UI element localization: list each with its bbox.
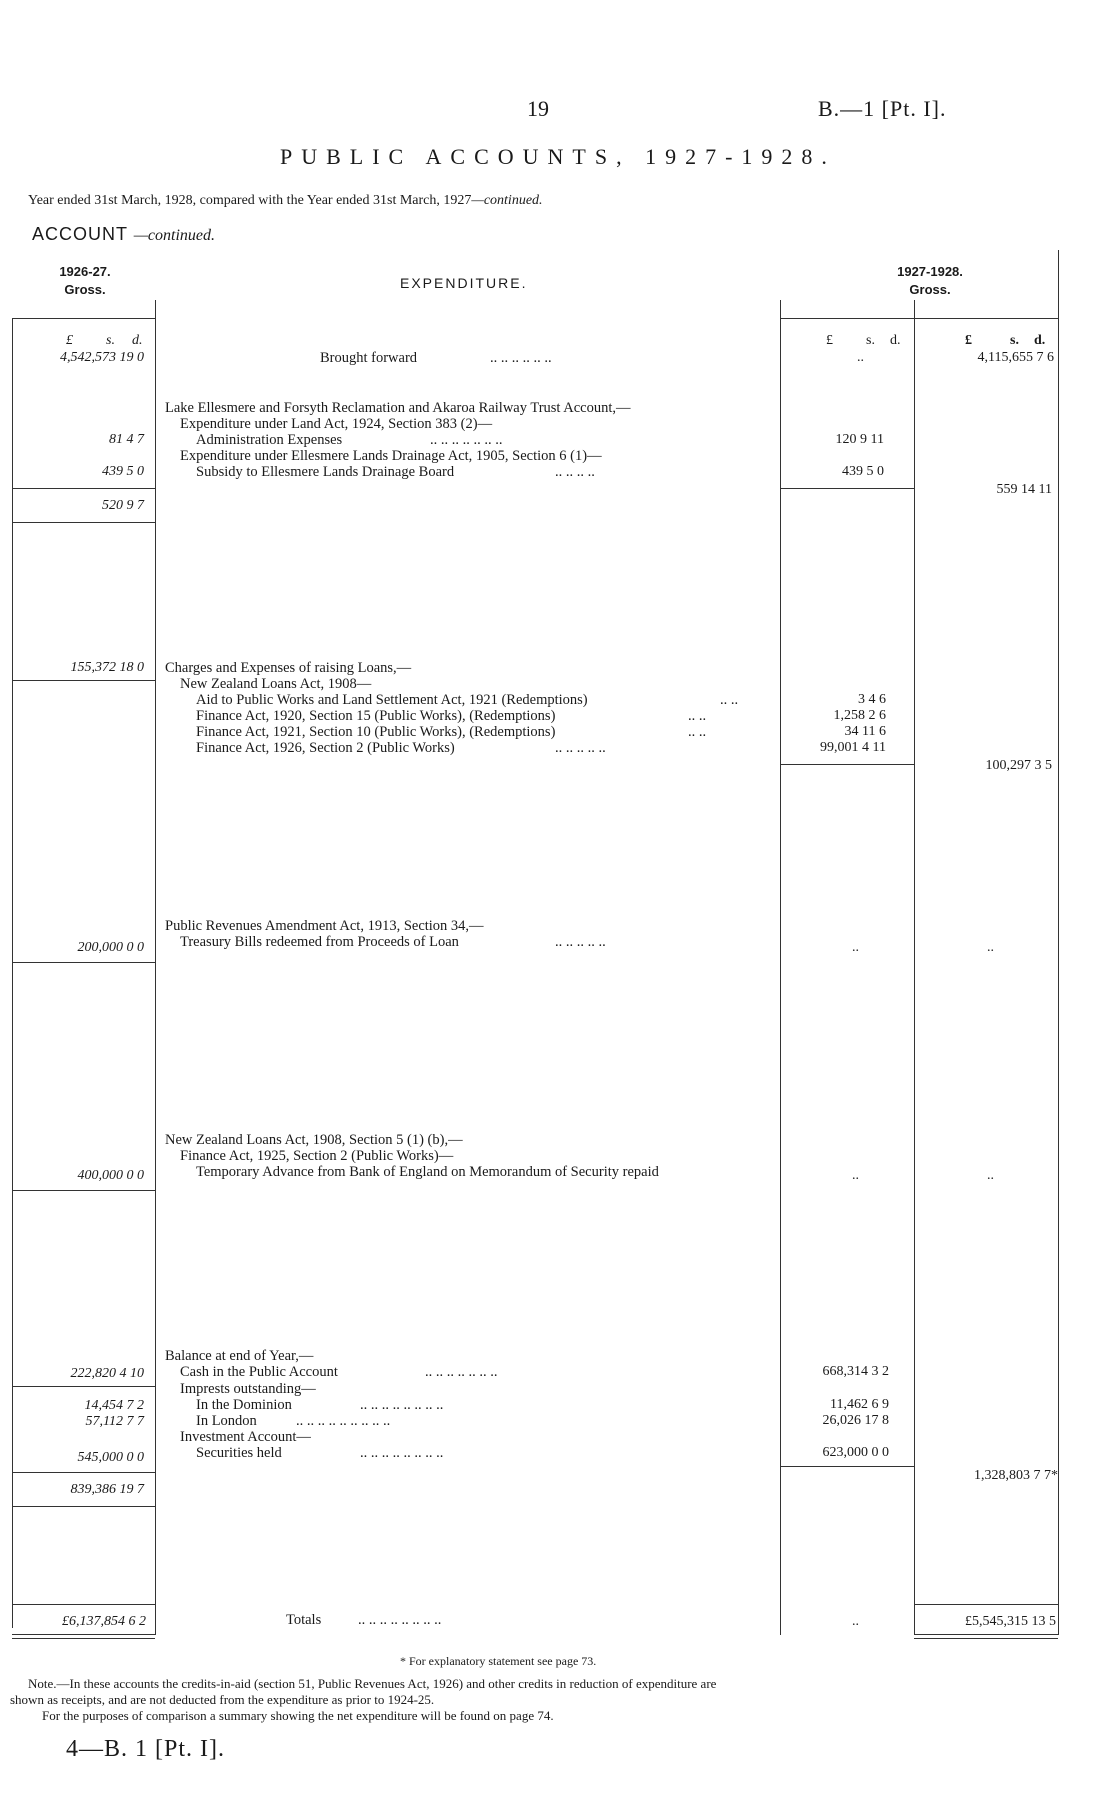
- cur-year-header: [860, 263, 1000, 299]
- prev-amount: 545,000 0 0: [77, 1450, 144, 1465]
- col-divider: [155, 300, 156, 1635]
- prev-amount: 81 4 7: [109, 432, 144, 447]
- row-label: Aid to Public Works and Land Settlement Act, 1921 (Redemptions): [196, 692, 588, 708]
- row-label: Finance Act, 1926, Section 2 (Public Works): [196, 740, 455, 756]
- row-label: Treasury Bills redeemed from Proceeds of Loan: [180, 934, 459, 950]
- rule: [780, 764, 914, 765]
- row-label: Cash in the Public Account: [180, 1364, 338, 1380]
- prev-year-header: [30, 263, 140, 299]
- footnote: * For explanatory statement see page 73.: [400, 1654, 597, 1668]
- rule: [12, 1638, 155, 1639]
- prev-subtotal: 520 9 7: [102, 498, 144, 513]
- prev-grand-total: £6,137,854 6 2: [62, 1614, 146, 1629]
- page-title: PUBLIC ACCOUNTS, 1927-1928.: [280, 144, 836, 169]
- leader-dots: .. .. .. .. ..: [555, 740, 606, 756]
- account-label: ACCOUNT: [32, 224, 128, 244]
- row-label: Subsidy to Ellesmere Lands Drainage Board: [196, 464, 455, 480]
- prev-amount: 14,454 7 2: [84, 1398, 144, 1413]
- leader-dots: .. .. .. ..: [555, 464, 595, 480]
- section-heading: Public Revenues Amendment Act, 1913, Section 34,—: [165, 918, 484, 934]
- mid-amount: ..: [852, 940, 859, 955]
- section-heading: Balance at end of Year,—: [165, 1348, 314, 1364]
- unit-s: s.: [106, 333, 115, 348]
- sub-heading: Imprests outstanding—: [180, 1381, 316, 1397]
- sub-heading: Investment Account—: [180, 1429, 311, 1445]
- unit-d: d.: [1034, 333, 1046, 348]
- rule: [780, 1466, 914, 1467]
- leader-dots: .. ..: [720, 692, 739, 708]
- sub-heading: Expenditure under Ellesmere Lands Drainage Act, 1905, Section 6 (1)—: [180, 448, 602, 464]
- col-divider: [12, 318, 13, 1628]
- leader-dots: .. .. .. .. .. .. ..: [430, 432, 503, 448]
- mid-amount: ..: [852, 1168, 859, 1183]
- unit-d: d.: [890, 333, 901, 348]
- unit-pound: £: [66, 333, 73, 348]
- rule: [12, 962, 155, 963]
- mid-amount: 668,314 3 2: [822, 1364, 889, 1379]
- row-label: In the Dominion: [196, 1397, 292, 1413]
- account-continued: —continued.: [133, 227, 216, 244]
- row-label: Temporary Advance from Bank of England on Memorandum of Security repaid: [196, 1164, 659, 1180]
- rule: [780, 318, 1058, 319]
- rule: [12, 522, 155, 523]
- rule: [12, 1634, 155, 1635]
- mid-amount: 99,001 4 11: [820, 740, 886, 755]
- unit-s: s.: [866, 333, 875, 348]
- unit-d: d.: [132, 333, 143, 348]
- leader-dots: .. ..: [688, 724, 707, 740]
- leader-dots: .. .. .. .. ..: [555, 934, 606, 950]
- mid-amount: 26,026 17 8: [822, 1413, 889, 1428]
- section-total: 559 14 11: [996, 482, 1052, 497]
- sub-heading: New Zealand Loans Act, 1908—: [180, 676, 372, 692]
- cur-gross-label: Gross.: [909, 282, 951, 297]
- mid-amount: 623,000 0 0: [822, 1445, 889, 1460]
- mid-amount: 439 5 0: [842, 464, 884, 479]
- subtitle-continued: —continued.: [471, 193, 543, 208]
- page-number: 19: [527, 96, 549, 121]
- mid-amount: 3 4 6: [858, 692, 886, 707]
- rule: [914, 1638, 1058, 1639]
- rule: [914, 1604, 1058, 1605]
- leader-dots: .. .. .. .. .. ..: [490, 350, 552, 366]
- col-divider: [1058, 250, 1059, 1635]
- document-reference: B.—1 [Pt. I].: [818, 96, 947, 121]
- cur-year-label: 1927-1928.: [897, 264, 963, 279]
- prev-amount: 400,000 0 0: [77, 1168, 144, 1183]
- col-divider: [914, 300, 915, 1635]
- prev-amount: 222,820 4 10: [70, 1366, 144, 1381]
- prev-amount: 4,542,573 19 0: [60, 350, 144, 365]
- grand-total: £5,545,315 13 5: [965, 1614, 1056, 1629]
- section-heading: New Zealand Loans Act, 1908, Section 5 (1) (b),—: [165, 1132, 463, 1148]
- unit-pound: £: [965, 333, 972, 348]
- prev-gross-label: Gross.: [64, 282, 106, 297]
- unit-s: s.: [1010, 333, 1019, 348]
- row-label: Totals: [286, 1612, 322, 1628]
- account-heading: [32, 224, 215, 245]
- prev-amount: 439 5 0: [102, 464, 144, 479]
- rule: [12, 1386, 155, 1387]
- prev-year-label: 1926-27.: [59, 264, 111, 279]
- note-line: Note.—In these accounts the credits-in-aid (section 51, Public Revenues Act, 1926) and other credits in reduction of expenditure are: [28, 1676, 717, 1691]
- rule: [12, 680, 155, 681]
- leader-dots: .. .. .. .. .. .. .. .. ..: [296, 1413, 391, 1429]
- leader-dots: .. .. .. .. .. .. .. ..: [360, 1397, 444, 1413]
- rule: [780, 488, 914, 489]
- signature-reference: 4—B. 1 [Pt. I].: [66, 1736, 225, 1762]
- section-total: 1,328,803 7 7*: [974, 1468, 1058, 1483]
- expenditure-header: EXPENDITURE.: [400, 275, 528, 291]
- leader-dots: .. .. .. .. .. .. .. ..: [360, 1445, 444, 1461]
- row-label: Finance Act, 1921, Section 10 (Public Works), (Redemptions): [196, 724, 556, 740]
- prev-amount: 200,000 0 0: [77, 940, 144, 955]
- rule: [12, 318, 155, 319]
- mid-amount: 120 9 11: [835, 432, 884, 447]
- row-label: Finance Act, 1920, Section 15 (Public Works), (Redemptions): [196, 708, 556, 724]
- row-label: In London: [196, 1413, 257, 1429]
- leader-dots: .. .. .. .. .. .. .. ..: [358, 1612, 442, 1628]
- total-amount: ..: [987, 940, 994, 955]
- rule: [12, 1472, 155, 1473]
- section-heading: Lake Ellesmere and Forsyth Reclamation and Akaroa Railway Trust Account,—: [165, 400, 631, 416]
- leader-dots: .. .. .. .. .. .. ..: [425, 1364, 498, 1380]
- note-line: For the purposes of comparison a summary showing the net expenditure will be found on page 74.: [42, 1708, 554, 1723]
- total-amount: ..: [987, 1168, 994, 1183]
- subtitle-text: Year ended 31st March, 1928, compared with the Year ended 31st March, 1927: [28, 193, 472, 208]
- rule: [12, 1604, 155, 1605]
- prev-subtotal: 839,386 19 7: [70, 1482, 144, 1497]
- rule: [914, 1634, 1058, 1635]
- prev-amount: 57,112 7 7: [85, 1414, 144, 1429]
- sub-heading: Finance Act, 1925, Section 2 (Public Works)—: [180, 1148, 454, 1164]
- section-total: 100,297 3 5: [985, 758, 1052, 773]
- col-divider: [780, 300, 781, 1635]
- note-line: shown as receipts, and are not deducted from the expenditure as prior to 1924-25.: [10, 1692, 435, 1707]
- rule: [12, 1190, 155, 1191]
- mid-amount: ..: [852, 1614, 859, 1629]
- mid-amount: 34 11 6: [844, 724, 886, 739]
- mid-amount: 1,258 2 6: [833, 708, 886, 723]
- rule: [12, 1506, 155, 1507]
- row-label: Securities held: [196, 1445, 282, 1461]
- page-subtitle: [28, 193, 543, 209]
- sub-heading: Expenditure under Land Act, 1924, Section 383 (2)—: [180, 416, 493, 432]
- mid-amount: 11,462 6 9: [830, 1397, 889, 1412]
- prev-amount: 155,372 18 0: [70, 660, 144, 675]
- row-label: Brought forward: [320, 350, 418, 366]
- leader-dots: .. ..: [688, 708, 707, 724]
- unit-pound: £: [826, 333, 833, 348]
- rule: [12, 488, 155, 489]
- mid-amount: ..: [857, 350, 864, 365]
- total-amount: 4,115,655 7 6: [977, 350, 1054, 365]
- row-label: Administration Expenses: [196, 432, 343, 448]
- section-heading: Charges and Expenses of raising Loans,—: [165, 660, 412, 676]
